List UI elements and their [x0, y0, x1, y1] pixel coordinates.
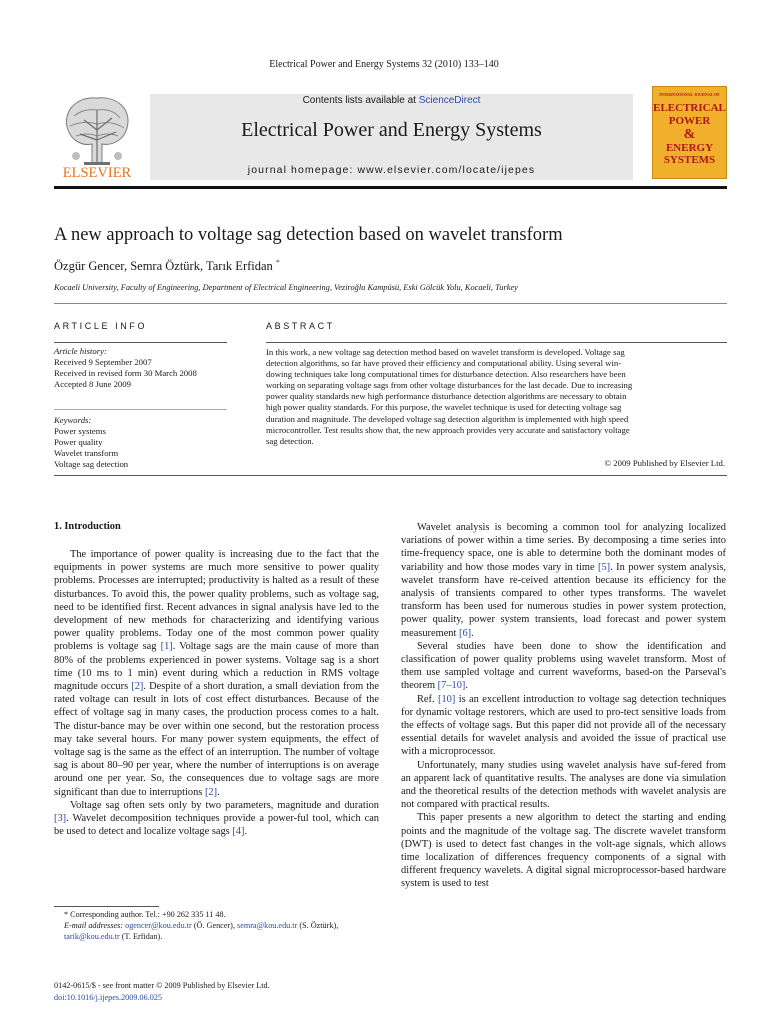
- sciencedirect-link[interactable]: ScienceDirect: [418, 95, 481, 106]
- journal-homepage-link[interactable]: journal homepage: www.elsevier.com/locate/ijepes: [247, 164, 536, 176]
- paragraph-text: . Wavelet decomposition techniques provide a power-ful tool, which can be used to detect and localize voltage sags: [54, 813, 379, 838]
- cover-line-5: ENERGY: [665, 142, 714, 154]
- footer-meta: [54, 980, 270, 1004]
- abstract-line: microcontroller. Test results show that, the new approach provides very accurate and satisfactory voltage: [266, 424, 630, 435]
- elsevier-wordmark: ELSEVIER: [62, 165, 132, 180]
- paragraph-text: is an excellent introduction to voltage sag detection techniques for dynamic voltage restorers, which are used to pro-tect sensitive loads from the effects of voltage sags. But this paper did not provide all of the necessary essential details for wavelet analysis and avoided the issue of practical use with a microprocessor.: [401, 693, 726, 758]
- abstract-copyright: © 2009 Published by Elsevier Ltd.: [604, 458, 725, 468]
- history-accepted: Accepted 8 June 2009: [54, 379, 131, 389]
- citation-link[interactable]: [2]: [204, 786, 218, 798]
- corresponding-author-note: * Corresponding author. Tel.: +90 262 335 11 48.: [64, 910, 226, 919]
- email-addresses: [54, 920, 379, 942]
- body-paragraph: [401, 521, 726, 640]
- paragraph-text: This paper presents a new algorithm to detect the starting and ending points and the magnitude of the voltage sag. The discrete wavelet transform (DWT) is used to detect fast changes in the volt-age signals, which allows time localization of differences frequency components of a signal with different frequency wavelets. A digital signal microprocessor-based hardware system is used to test: [401, 812, 726, 890]
- abstract-line: sag detection.: [266, 435, 314, 446]
- abstract-line: In this work, a new voltage sag detection method based on wavelet transform is developed. Voltage sag: [266, 347, 625, 357]
- article-history: [54, 346, 227, 390]
- keywords-divider: [54, 409, 227, 410]
- footnotes: [54, 909, 379, 942]
- body-paragraph: [401, 693, 726, 759]
- author-list: [54, 258, 280, 274]
- abstract-line: high power quality standards. For this purpose, the wavelet technique is used for detecting voltage sag: [266, 402, 622, 413]
- email-label: E-mail addresses:: [64, 921, 124, 931]
- affiliation-divider: [54, 303, 727, 304]
- article-info-heading: ARTICLE INFO: [54, 321, 148, 331]
- body-paragraph: [54, 548, 379, 799]
- history-label: Article history:: [54, 346, 107, 356]
- article-title: A new approach to voltage sag detection based on wavelet transform: [54, 225, 563, 245]
- cover-line-4: &: [683, 127, 696, 142]
- paragraph-text: .: [465, 680, 468, 692]
- author-affiliation: Kocaeli University, Faculty of Engineering, Department of Electrical Engineering, Veziroğlu Kampüsü, Eski Gölcük Yolu, Kocaeli, Turkey: [54, 283, 518, 292]
- body-paragraph: [401, 759, 726, 812]
- elsevier-logo[interactable]: [54, 86, 140, 180]
- paragraph-text: . Despite of a short duration, a small deviation from the rated voltage can result in lots of cost effect disturbances. Because of the effect of voltage sag in many cases, the production process comes to a halt. The distur-bance may be over within one second, but the restoration process may take several hours. For many power system equipments, the effect of voltage sag is the same as the effect of an interruption. The number of voltage sag is about 80–90 per year, where the number of interruptions is on average around one per year. So, the consequences due to voltage sags are more significant than due to interruptions: [54, 681, 379, 798]
- body-paragraph: [54, 799, 379, 839]
- elsevier-tree-icon: [54, 86, 140, 180]
- issn-line: 0142-0615/$ - see front matter © 2009 Published by Elsevier Ltd.: [54, 981, 270, 990]
- keywords-block: [54, 415, 227, 470]
- email-link-gencer[interactable]: ogencer@kou.edu.tr: [125, 921, 192, 931]
- abstract-bottom-divider: [54, 475, 727, 476]
- paragraph-text: .: [244, 826, 248, 838]
- abstract-line: working on separating voltage sags from other voltage disturbances for the last decade. Due to increasing: [266, 380, 633, 391]
- email-name-gencer: (Ö. Gencer),: [191, 921, 238, 931]
- abstract-line: power quality standards new high performance disturbance detection algorithms are necessary to obtain: [266, 391, 627, 402]
- cover-line-1: INTERNATIONAL JOURNAL OF: [659, 92, 720, 97]
- paragraph-text: Voltage sag often sets only by two parameters, magnitude and duration: [70, 799, 379, 811]
- paragraph-text: Several studies have been done to show the identification and classification of power quality problems using wavelet transform. Most of them use sampled voltage and current waveforms, based-on the Parseval's theorem: [401, 640, 726, 692]
- body-column-right: [401, 521, 726, 891]
- paragraph-text: . Voltage sags are the main cause of more than 80% of the problems experienced in power systems. Voltage sag is a short time (10 ms to 1 min) event during which a reduction in RMS voltage magnitude occurs: [54, 641, 379, 693]
- abstract-body: [266, 347, 727, 447]
- citation-link[interactable]: [4]: [232, 826, 245, 838]
- paragraph-text: . In power system analysis, wavelet transform have re-ceived attention because its efficiency for the analysis of transients compared to other types transforms. The wavelet transform has been used for numerous studies in power system protection, power quality, power system transients, load forecast and power system measurement: [401, 561, 726, 639]
- doi-link[interactable]: doi:10.1016/j.ijepes.2009.06.025: [54, 993, 163, 1002]
- email-name-ozturk: (S. Öztürk),: [297, 921, 339, 931]
- citation-link[interactable]: [5]: [598, 561, 611, 573]
- abstract-divider: [266, 342, 727, 343]
- journal-reference: Electrical Power and Energy Systems 32 (2010) 133–140: [269, 59, 499, 70]
- abstract-line: duration and magnitude. The developed voltage sag detection algorithm is implemented with high speed: [266, 413, 629, 424]
- cover-line-6: SYSTEMS: [663, 154, 716, 166]
- cover-line-2: ELECTRICAL: [653, 102, 726, 114]
- body-column-left: [54, 548, 379, 838]
- corresponding-author-mark[interactable]: *: [275, 258, 280, 267]
- keyword-item: Power quality: [54, 437, 103, 447]
- history-revised: Received in revised form 30 March 2008: [54, 368, 197, 378]
- body-paragraph: [401, 640, 726, 693]
- footnote-divider: [54, 906, 159, 907]
- citation-link[interactable]: [6]: [459, 627, 472, 639]
- keyword-item: Wavelet transform: [54, 448, 119, 458]
- contents-line: [150, 95, 633, 106]
- paragraph-text: The importance of power quality is increasing due to the fact that the equipments in power systems are much more sensitive to power quality problems. Processes are interrupted; productivity is halted as a result of these disturbances. To avoid this, the power quality problems, such as voltage sag, need to be identified first. Recent advances in signal analysis have led to the development of new methods for characterizing and identifying various power quality problems. Today one of the most common power quality problems is voltage sag: [54, 549, 379, 653]
- abstract-line: dowing techniques take long computational times for disturbance detection. Also researchers have been: [266, 369, 626, 380]
- email-name-erfidan: (T. Erfidan).: [119, 932, 163, 942]
- authors-text: Özgür Gencer, Semra Öztürk, Tarık Erfidan: [54, 259, 273, 274]
- section-heading-introduction: 1. Introduction: [54, 521, 121, 532]
- header-divider: [54, 186, 727, 189]
- email-link-ozturk[interactable]: semra@kou.edu.tr: [237, 921, 298, 931]
- body-paragraph: [401, 811, 726, 890]
- cover-line-3: POWER: [668, 115, 711, 127]
- abstract-heading: ABSTRACT: [266, 321, 335, 331]
- paragraph-text: Wavelet analysis is becoming a common tool for analyzing localized variations of power within a time series. By decomposing a time series into time-frequency space, one is able to determine both the dominant modes of variability and how those modes vary in time: [401, 522, 726, 573]
- paragraph-text: .: [471, 627, 474, 639]
- citation-link[interactable]: [3]: [54, 813, 67, 825]
- citation-link[interactable]: [10]: [438, 693, 456, 705]
- journal-title: Electrical Power and Energy Systems: [241, 119, 542, 141]
- contents-prefix: Contents lists available at: [302, 95, 419, 106]
- paragraph-text: Unfortunately, many studies using wavelet analysis have suf-fered from an apparent lack of quantitative results. The analyses are done via simulation and the theoretical results of the detection methods with wavelet analysis are not compared with practical results.: [401, 759, 726, 811]
- article-info-divider: [54, 342, 227, 343]
- paragraph-text: Ref.: [417, 693, 439, 705]
- history-received: Received 9 September 2007: [54, 357, 152, 367]
- keyword-item: Voltage sag detection: [54, 459, 129, 469]
- citation-link[interactable]: [1]: [160, 641, 173, 653]
- paragraph-text: .: [217, 786, 220, 798]
- email-link-erfidan[interactable]: tarik@kou.edu.tr: [64, 932, 120, 942]
- abstract-line: detection algorithms, so far have proved their efficiency and computational ability. Using several win-: [266, 358, 622, 369]
- journal-cover-thumbnail[interactable]: [652, 86, 727, 179]
- keywords-label: Keywords:: [54, 415, 92, 425]
- citation-link[interactable]: [2]: [131, 681, 144, 693]
- citation-link[interactable]: [7–10]: [437, 680, 466, 692]
- keyword-item: Power systems: [54, 426, 106, 436]
